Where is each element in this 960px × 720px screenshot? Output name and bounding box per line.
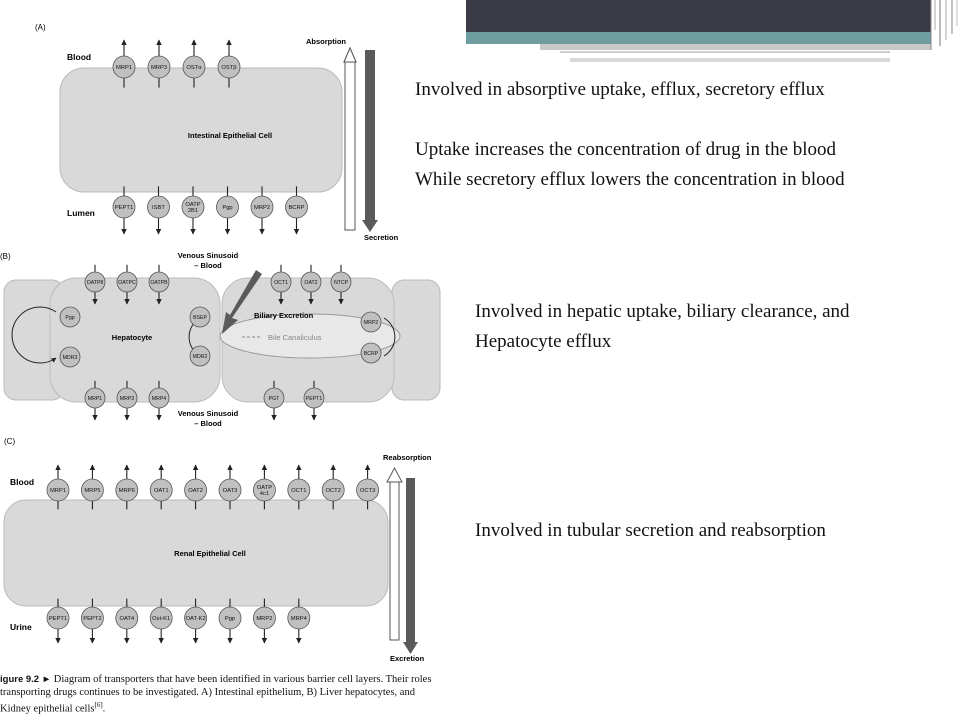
transporter-mdr3 (60, 347, 80, 367)
caption-line-3 (0, 699, 462, 716)
transporter-label-ost: OSTβ (221, 65, 237, 72)
transporter-label-ost-k1: Ost-K1 (152, 616, 171, 623)
transporter-bcrp (361, 343, 381, 363)
transporter-label-mrp2: MRP2 (363, 319, 379, 326)
transporter-label-oat4: OAT4 (119, 616, 135, 623)
panel-c-renal (4, 437, 432, 663)
transporter-pgp (217, 186, 239, 234)
transporter-label-oct2: OCT2 (325, 488, 341, 495)
panel-b-label: (B) (0, 252, 11, 261)
transporter-label-oatpb: OATPB (150, 279, 168, 286)
transporter-label-bsep: BSEP (193, 314, 207, 321)
panel-b-liver (0, 251, 440, 428)
notes-panel-c (475, 516, 826, 546)
transporter-bsep (190, 307, 210, 327)
intestinal-cell-label: Intestinal Epithelial Cell (187, 131, 273, 140)
renal-cell-label: Renal Epithelial Cell (174, 549, 246, 558)
transporter-isbt (148, 186, 170, 234)
transporter-label-oct1: OCT1 (291, 488, 307, 495)
transporter-label-ost: OSTα (186, 65, 202, 72)
transporter-label-pept1: PEPT1 (48, 616, 68, 623)
venous-top-label-2: – Blood (194, 261, 222, 270)
slide-header-decoration (466, 0, 957, 62)
header-grey-strip (540, 44, 931, 50)
note-b-line-1: Involved in hepatic uptake, biliary clearance, and (475, 301, 850, 322)
transporter-label-pgp: Pgp (222, 205, 233, 212)
caption-period: . (102, 703, 106, 715)
transporter-label-mrp1: MRP1 (49, 488, 67, 495)
secretion-label: Secretion (364, 233, 399, 242)
transporter-label-oatpc: OATPC (118, 279, 136, 286)
absorption-label: Absorption (306, 37, 346, 46)
venous-bottom-label-2: – Blood (194, 419, 222, 428)
transporter-label-oatp-2b1: 2B1 (187, 208, 199, 215)
transporter-label-oatp8: OATP8 (86, 279, 104, 286)
panel-c-label: (C) (4, 437, 16, 446)
transporter-label-oat2: OAT2 (188, 488, 203, 495)
transporter-label-pgt: PGT (268, 395, 280, 402)
caption-ref: [6] (94, 701, 103, 709)
transporter-label-oat1: OAT1 (153, 488, 169, 495)
panel-a-label: (A) (35, 23, 46, 32)
transporter-label-mdr3: MDR3 (62, 354, 78, 361)
note-a-line-3: While secretory efflux lowers the concentration in blood (415, 169, 845, 190)
transporter-label-ntcp: NTCP (333, 279, 349, 286)
note-b-line-2: Hepatocyte efflux (475, 331, 612, 352)
transporter-label-mrp6: MRP6 (118, 488, 135, 495)
transporter-bcrp (286, 186, 308, 234)
excretion-arrow (406, 478, 415, 642)
caption-text-1: Diagram of transporters that have been identified in various barrier cell layers. Their roles (51, 674, 432, 685)
transporter-label-mrp1: MRP1 (87, 395, 103, 402)
panel-a-intestinal (35, 23, 399, 242)
note-c-line-1: Involved in tubular secretion and reabsorption (475, 520, 826, 541)
transporter-label-oatp-4c1: 4c1 (259, 491, 270, 498)
transporter-label-bcrp: BCRP (288, 205, 305, 212)
transporter-label-mrp1: MRP1 (115, 65, 133, 72)
transporter-label-mrp2: MRP2 (253, 205, 271, 212)
transporter-label-pgp: Pgp (224, 616, 236, 623)
panel-c-blood-label: Blood (10, 477, 35, 487)
transporter-pgp (60, 307, 80, 327)
reabsorption-arrow (390, 482, 399, 640)
transporter-label-mrp3: MRP3 (150, 65, 168, 72)
figure-label: igure 9.2 ► (0, 674, 52, 685)
transporter-label-oct1: OCT1 (274, 279, 288, 286)
venous-bottom-label-1: Venous Sinusoid (177, 409, 239, 418)
transporter-label-oat2: OAT2 (304, 279, 318, 286)
transporter-label-pept2: PEPT2 (83, 616, 102, 623)
transporter-pept1 (113, 186, 135, 234)
caption-line-2: transporting drugs continues to be investigated. A) Intestinal epithelium, B) Liver hepatocytes, and (0, 687, 415, 698)
venous-top-label-1: Venous Sinusoid (177, 251, 239, 260)
header-teal-bar (466, 32, 931, 44)
panel-c-urine-label: Urine (10, 622, 32, 632)
transporter-label-mrp4: MRP4 (290, 616, 307, 623)
transporter-label-mrp2: MRP2 (256, 616, 273, 623)
note-a-line-1: Involved in absorptive uptake, efflux, secretory efflux (415, 79, 825, 100)
transporter-mdr2 (190, 346, 210, 366)
notes-panel-a (415, 75, 845, 195)
panel-a-blood-label: Blood (67, 52, 92, 62)
header-dark-bar (466, 0, 931, 32)
reabsorption-label: Reabsorption (383, 453, 432, 462)
transporter-mrp2 (361, 312, 381, 332)
transporter-label-oat3: OAT3 (222, 488, 238, 495)
note-a-line-2: Uptake increases the concentration of drug in the blood (415, 139, 837, 160)
transporter-label-mrp4: MRP4 (151, 395, 167, 402)
transporter-label-mdr2: MDR2 (192, 353, 208, 360)
transporter-oatp-2b1 (182, 186, 204, 234)
transporter-mrp2 (251, 186, 273, 234)
transporter-label-mrp5: MRP5 (84, 488, 101, 495)
transporter-label-oatp-2b1: OATP (185, 201, 201, 208)
transporter-label-isbt: ISBT (152, 205, 165, 212)
hepatocyte-label: Hepatocyte (111, 333, 153, 342)
transporter-label-pept1: PEPT1 (114, 205, 134, 212)
transporter-label-oatp-4c1: OATP (256, 484, 273, 491)
caption-line-1 (0, 673, 462, 686)
transporter-label-pgp: Pgp (65, 314, 75, 321)
biliary-excretion-label: Biliary Excretion (254, 311, 314, 320)
transporter-label-mrp3: MRP3 (119, 395, 135, 402)
secretion-arrow (365, 50, 375, 220)
figure-caption (0, 673, 462, 716)
panel-a-lumen-label: Lumen (67, 208, 95, 218)
bile-canaliculus-label: Bile Canaliculus (268, 333, 322, 342)
transporter-label-pept1: PEPT1 (305, 395, 323, 402)
caption-text-3: Kidney epithelial cells (0, 703, 95, 715)
notes-panel-b (475, 297, 850, 357)
transporter-label-oct3: OCT3 (359, 488, 376, 495)
excretion-label: Excretion (390, 654, 425, 663)
note-a-spacer (415, 105, 845, 135)
intestinal-cell (60, 68, 342, 192)
transporter-label-oat-k2: OAT-K2 (185, 616, 206, 623)
transporter-label-bcrp: BCRP (363, 350, 379, 357)
